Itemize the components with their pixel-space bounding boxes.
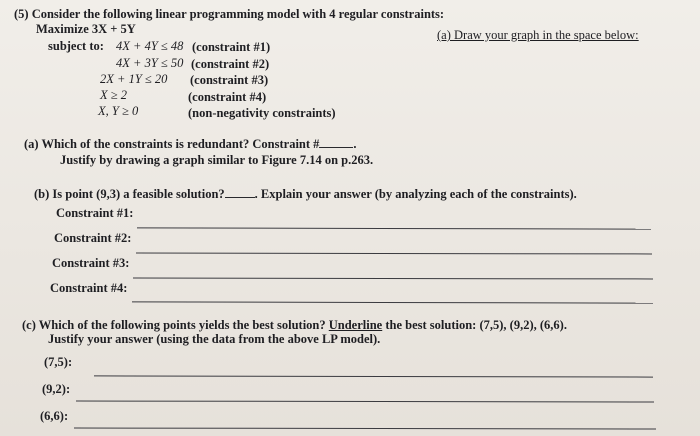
part-a-letter: (a) [24,137,39,151]
constraint-3-expr: 2X + 1Y ≤ 20 [100,72,168,86]
problem-number: (5) [14,7,29,21]
part-a-text: Which of the constraints is redundant? Constraint # [41,137,320,151]
part-c-row-3-answer-line[interactable] [74,427,656,429]
constraint-4-expr: X ≥ 2 [100,88,127,102]
part-b-row-2-label: Constraint #2: [54,231,132,245]
part-b-row-4-answer-line[interactable] [132,301,653,303]
part-b-explain: . Explain your answer (by analyzing each of the constraints). [254,187,577,201]
part-b-row-1-label: Constraint #1: [56,206,134,220]
part-a-justify: Justify by drawing a graph similar to Figure 7.14 on p.263. [60,153,374,167]
constraint-2-label: (constraint #2) [191,57,270,71]
part-c-row-3-label: (6,6): [40,409,69,423]
part-b-question [34,186,577,202]
part-a-question: (a) Which of the constraints is redundant? Constraint # . [24,137,357,151]
part-c-row-1-answer-line[interactable] [94,375,653,377]
part-b-row-3-label: Constraint #3: [52,256,130,270]
part-c-underline-word: Underline [328,318,383,332]
constraint-1-label: (constraint #1) [192,40,271,54]
part-c-justify: Justify your answer (using the data from the above LP model). [48,332,381,346]
part-c-row-1-label: (7,5): [44,355,73,369]
problem-header [14,7,444,22]
part-b-letter: (b) [34,187,50,201]
subject-to-label: subject to: [48,39,104,53]
problem-intro: Consider the following linear programming model with 4 regular constraints: [31,7,445,21]
draw-graph-instruction: (a) Draw your graph in the space below: [437,28,639,42]
constraint-1-expr: 4X + 4Y ≤ 48 [116,39,184,53]
nonnegativity-label: (non-negativity constraints) [188,106,336,120]
part-b-row-4-label: Constraint #4: [50,281,128,295]
redundant-constraint-blank[interactable] [319,136,353,148]
part-b-row-3-answer-line[interactable] [133,278,653,280]
objective-function: Maximize 3X + 5Y [36,22,136,36]
part-c-row-2-answer-line[interactable] [76,400,654,402]
constraint-4-label: (constraint #4) [188,90,267,104]
constraint-3-label: (constraint #3) [190,73,269,87]
part-b-row-1-answer-line[interactable] [137,227,651,229]
part-c-text-post: the best solution: (7,5), (9,2), (6,6). [385,318,567,332]
part-c-text-pre: Which of the following points yields the best solution? [38,318,326,332]
part-c-row-2-label: (9,2): [42,382,71,396]
part-b-text: Is point (9,3) a feasible solution? [52,187,225,201]
nonnegativity-expr: X, Y ≥ 0 [98,104,139,118]
constraint-2-expr: 4X + 3Y ≤ 50 [116,56,184,70]
feasible-answer-blank[interactable] [225,186,255,198]
part-b-row-2-answer-line[interactable] [136,253,652,255]
part-c-question [22,318,567,333]
part-c-letter: (c) [22,318,36,332]
